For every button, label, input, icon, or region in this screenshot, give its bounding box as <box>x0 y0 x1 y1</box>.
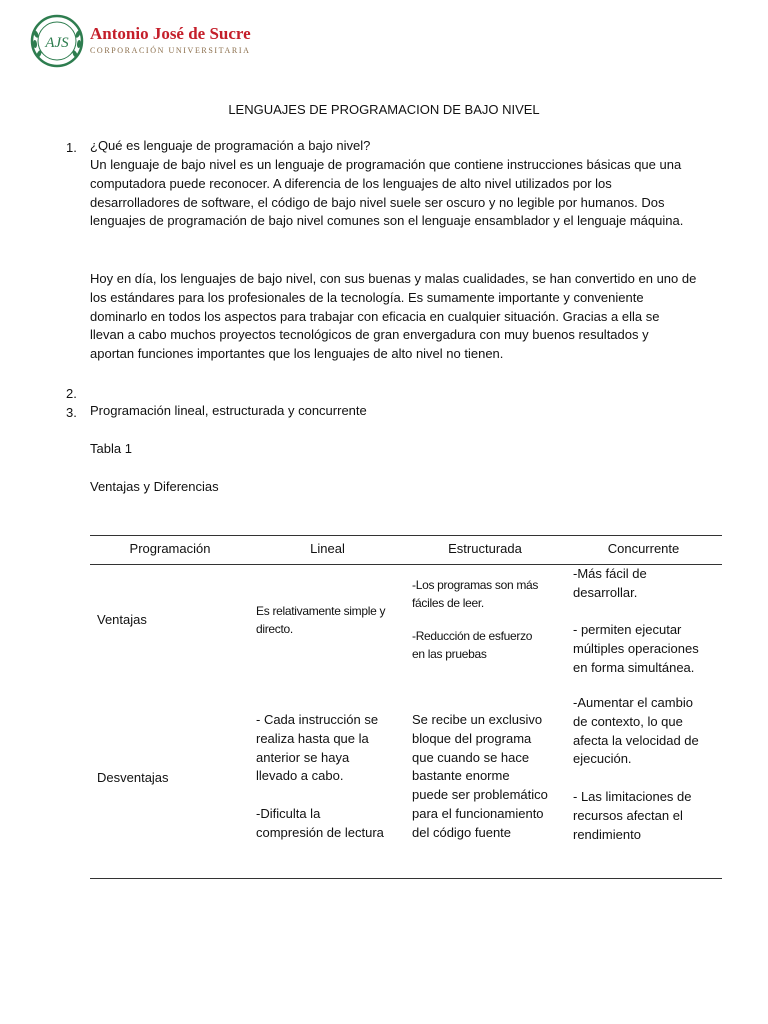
cell-line: en las pruebas <box>412 646 487 661</box>
cell-line: Es relativamente simple y <box>256 604 386 618</box>
cell-line: compresión de lectura <box>256 824 384 840</box>
cell-line: Se recibe un exclusivo <box>412 712 543 727</box>
answer-paragraph <box>90 156 730 231</box>
cell-line: -Aumentar el cambio <box>573 695 693 710</box>
table-cell <box>256 711 406 843</box>
cell-line: anterior se haya <box>256 749 350 765</box>
university-subtitle: CORPORACIÓN UNIVERSITARIA <box>90 46 251 55</box>
table-cell <box>573 565 723 678</box>
cell-spacer <box>573 603 723 622</box>
table-label: Tabla 1 <box>90 441 132 456</box>
cell-line: desarrollar. <box>573 584 638 600</box>
item-number: 1. <box>66 140 77 155</box>
cell-line: - Cada instrucción se <box>256 712 379 727</box>
cell-line: bastante enorme <box>412 768 510 784</box>
table-cell <box>412 577 562 663</box>
row-label-desventajas: Desventajas <box>97 770 169 785</box>
cell-line: recursos afectan el <box>573 807 683 823</box>
svg-text:AJS: AJS <box>45 35 69 51</box>
cell-line: realiza hasta que la <box>256 730 369 746</box>
table-top-rule <box>90 535 722 536</box>
cell-line: que cuando se hace <box>412 749 530 765</box>
table-cell <box>256 603 406 638</box>
cell-spacer <box>573 769 723 788</box>
text-line: dominarlo en todos los aspectos para trabajar con eficacia en cualquier situación. Gracias a ella se <box>90 308 660 324</box>
cell-line: bloque del programa <box>412 730 532 746</box>
cell-line: ejecución. <box>573 751 632 767</box>
university-name: Antonio José de Sucre <box>90 24 251 43</box>
row-label-ventajas: Ventajas <box>97 612 147 627</box>
table-bottom-rule <box>90 878 722 879</box>
cell-line: rendimiento <box>573 826 641 842</box>
text-line: computadora puede reconocer. A diferencia de los lenguajes de alto nivel utilizados por los <box>90 175 612 191</box>
text-line: Hoy en día, los lenguajes de bajo nivel, con sus buenas y malas cualidades, se han convertido en uno de <box>90 271 697 286</box>
cell-line: fáciles de leer. <box>412 595 484 610</box>
cell-line: puede ser problemático <box>412 787 548 803</box>
cell-line: -Dificulta la <box>256 805 321 821</box>
table-header-cell: Programación <box>129 541 211 556</box>
cell-line: -Más fácil de <box>573 566 647 581</box>
cell-line: afecta la velocidad de <box>573 732 699 748</box>
text-line: los estándares para los profesionales de la tecnología. Es sumamente importante y conveniente <box>90 289 644 305</box>
cell-line: llevado a cabo. <box>256 768 344 784</box>
cell-line: de contexto, lo que <box>573 713 683 729</box>
text-line: aportan funciones importantes que los lenguajes de alto nivel no tienen. <box>90 346 504 362</box>
cell-line: para el funcionamiento <box>412 805 544 821</box>
table-header-cell: Concurrente <box>607 541 680 556</box>
table-header-cell: Estructurada <box>448 541 522 556</box>
cell-line: en forma simultánea. <box>573 659 695 675</box>
cell-spacer <box>412 612 562 628</box>
text-line: llevan a cabo muchos proyectos tecnológicos de gran envergadura con muy buenos resultados y <box>90 327 649 343</box>
university-seal-icon <box>30 12 84 70</box>
page-title: LENGUAJES DE PROGRAMACION DE BAJO NIVEL <box>228 102 540 117</box>
cell-line: -Los programas son más <box>412 578 539 592</box>
item-number: 3. <box>66 405 77 420</box>
table-cell <box>412 711 567 843</box>
item-number: 2. <box>66 386 77 401</box>
cell-line: múltiples operaciones <box>573 641 699 657</box>
cell-spacer <box>256 786 406 805</box>
text-line: desarrolladores de software, el código de bajo nivel suele ser oscuro y no legible por humanos. Dos <box>90 194 665 210</box>
cell-line: - Las limitaciones de <box>573 788 692 804</box>
cell-line: -Reducción de esfuerzo <box>412 629 533 643</box>
item-heading: ¿Qué es lenguaje de programación a bajo nivel? <box>90 138 371 153</box>
table-header-cell: Lineal <box>310 541 345 556</box>
text-line: Un lenguaje de bajo nivel es un lenguaje de programación que contiene instrucciones básicas que una <box>90 157 682 172</box>
table-caption: Ventajas y Diferencias <box>90 479 219 494</box>
cell-line: del código fuente <box>412 824 512 840</box>
item-heading: Programación lineal, estructurada y concurrente <box>90 403 367 418</box>
cell-line: directo. <box>256 621 293 636</box>
text-line: lenguajes de programación de bajo nivel comunes son el lenguaje ensamblador y el lenguaje máquina. <box>90 213 684 229</box>
university-logo <box>30 12 270 72</box>
body-paragraph <box>90 270 730 364</box>
cell-line: - permiten ejecutar <box>573 622 682 638</box>
table-cell <box>573 694 723 844</box>
